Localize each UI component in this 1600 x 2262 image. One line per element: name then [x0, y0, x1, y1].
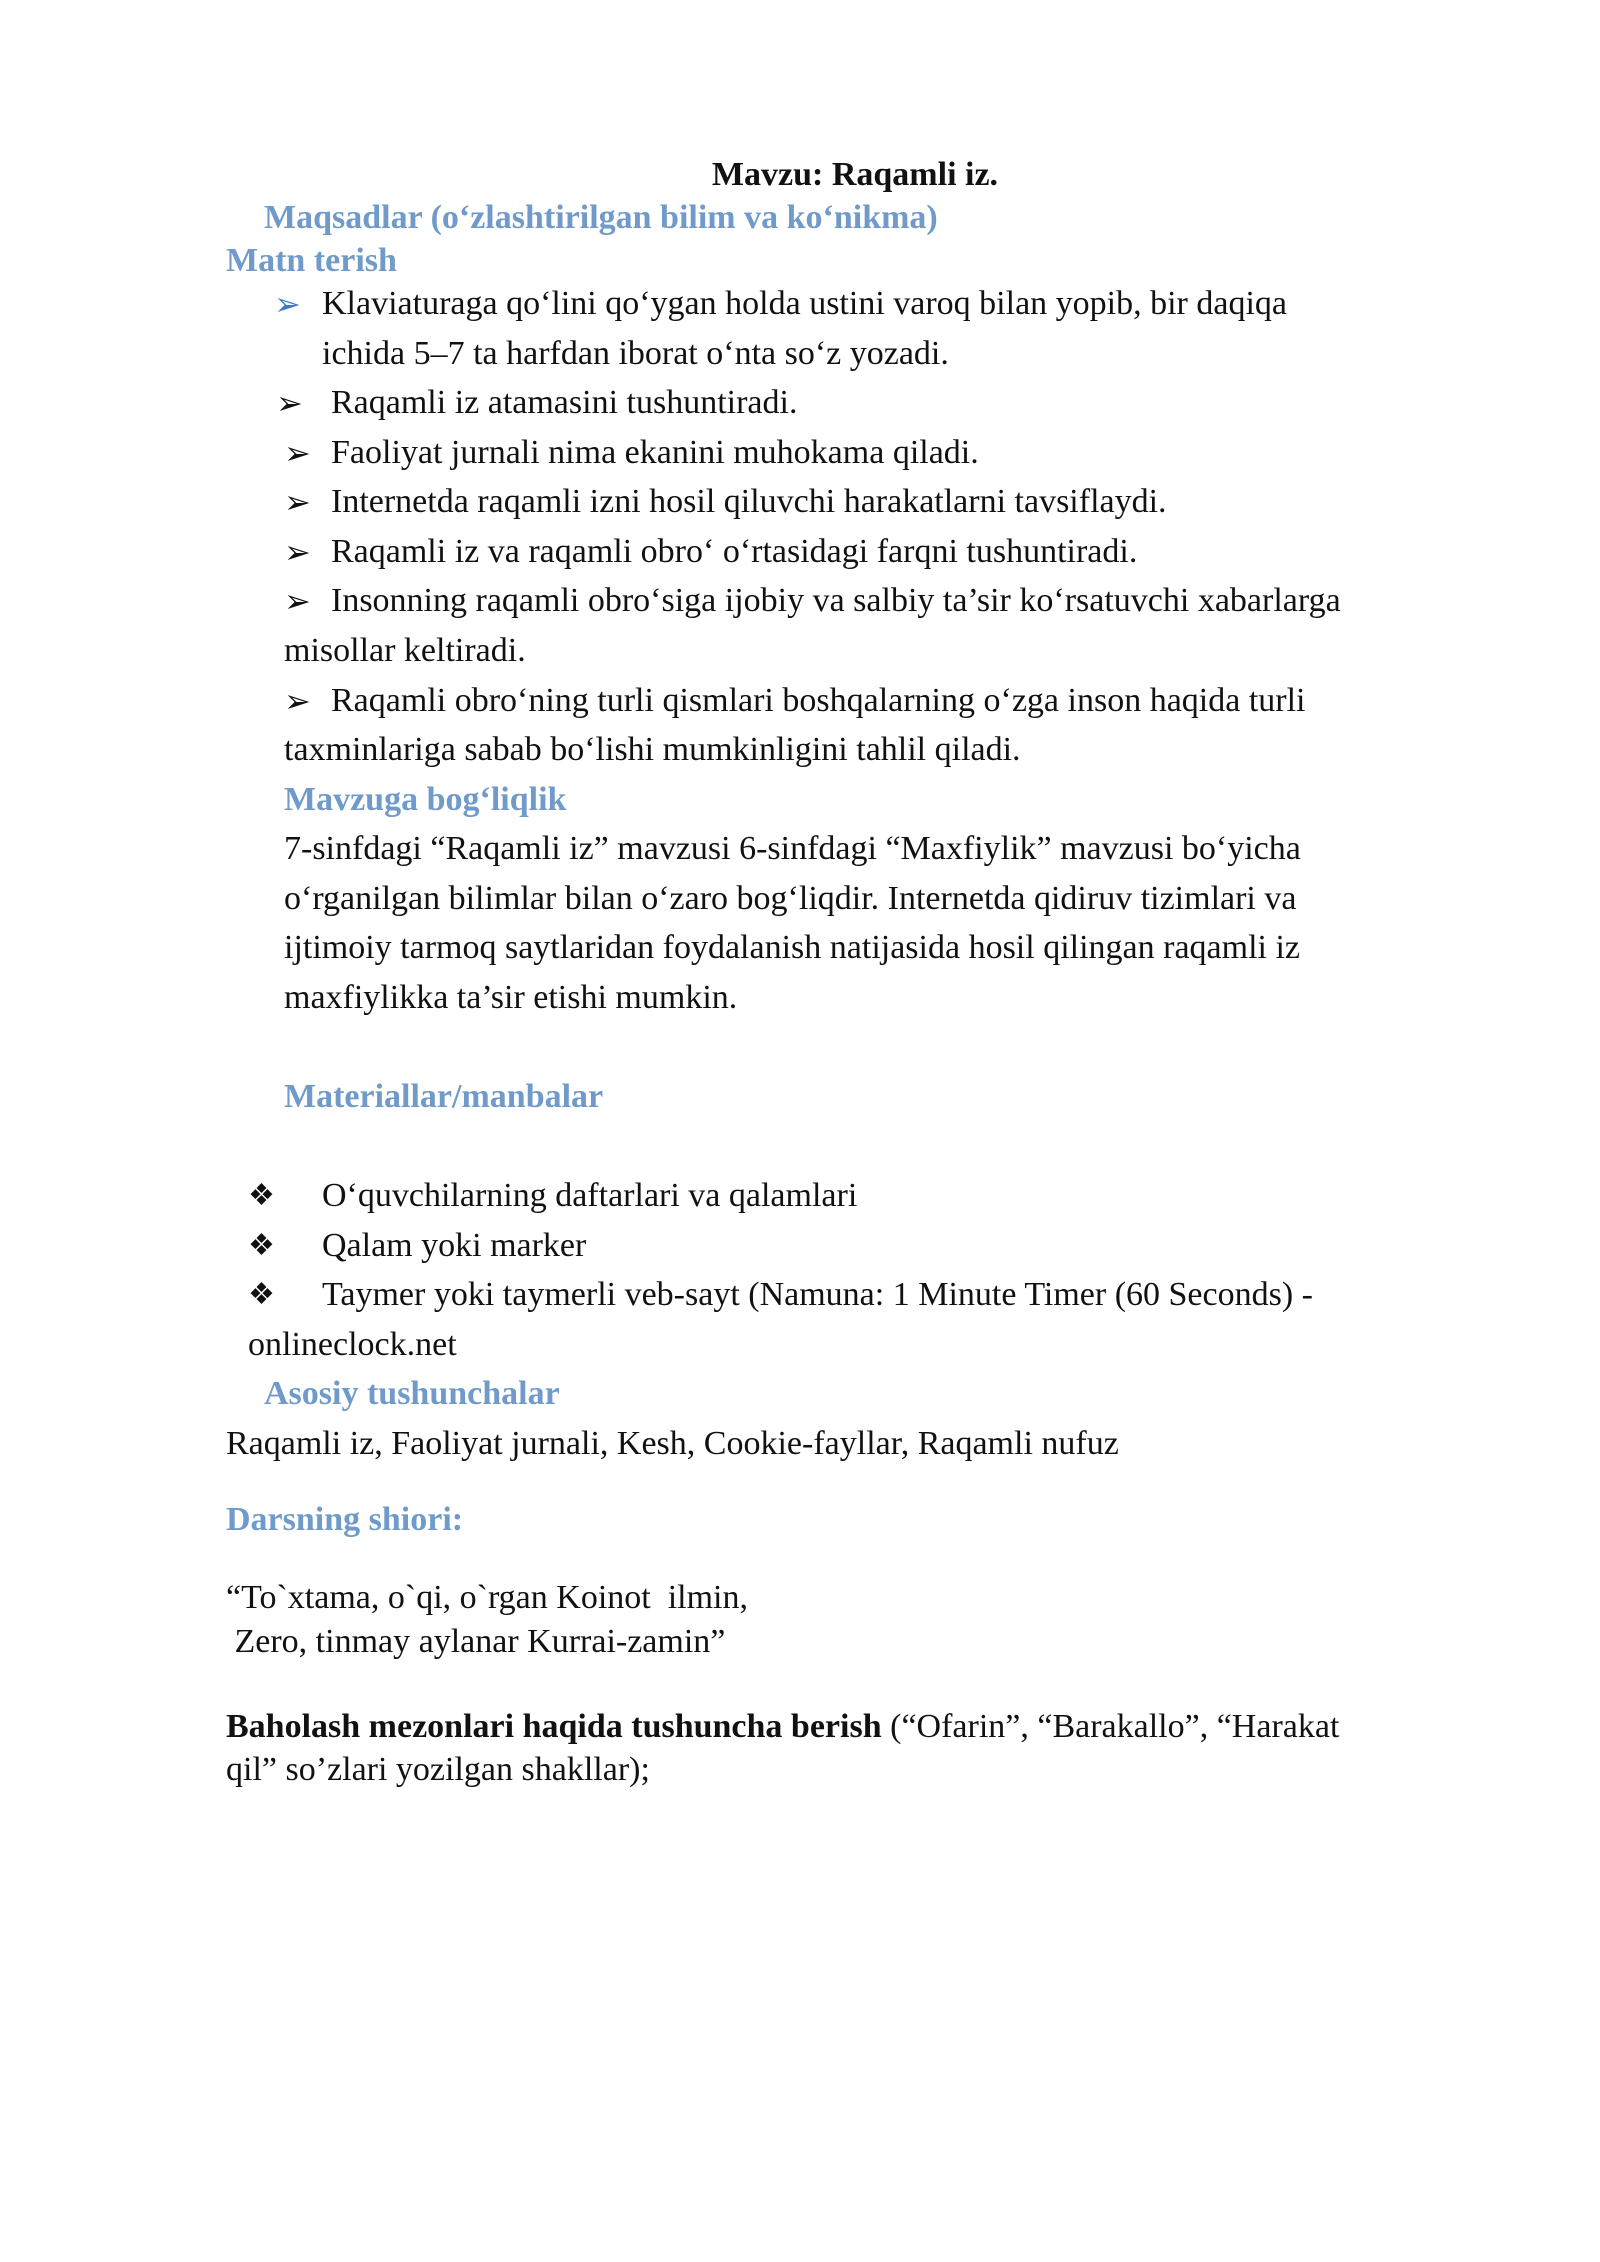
goal-item-line: Raqamli iz va raqamli obro‘ o‘rtasidagi farqni tushuntiradi.	[331, 533, 1138, 570]
arrow-bullet-icon: ➢	[276, 385, 303, 421]
arrow-bullet-icon: ➢	[284, 683, 311, 719]
motto-line: “To`xtama, o`qi, o`rgan Koinot ilmin,	[226, 1579, 749, 1616]
connection-line: o‘rganilgan bilimlar bilan o‘zaro bog‘liqdir. Internetda qidiruv tizimlari va	[284, 880, 1297, 917]
arrow-bullet-icon: ➢	[284, 583, 311, 619]
goal-item-line: Klaviaturaga qo‘lini qo‘ygan holda ustini varoq bilan yopib, bir daqiqa	[322, 285, 1287, 322]
assessment-rest-text: (“Ofarin”, “Barakallo”, “Harakat	[881, 1708, 1340, 1745]
connection-line: 7-sinfdagi “Raqamli iz” mavzusi 6-sinfdagi “Maxfiylik” mavzusi bo‘yicha	[284, 830, 1301, 867]
material-item-line: O‘quvchilarning daftarlari va qalamlari	[322, 1177, 858, 1214]
goals-heading: Maqsadlar (o‘zlashtirilgan bilim va ko‘nikma)	[264, 199, 938, 236]
connection-heading: Mavzuga bog‘liqlik	[284, 781, 567, 818]
material-item-line: Taymer yoki taymerli veb-sayt (Namuna: 1 Minute Timer (60 Seconds) -	[322, 1276, 1313, 1313]
assessment-line-2: qil” so’zlari yozilgan shakllar);	[226, 1751, 650, 1788]
diamond-bullet-icon: ❖	[248, 1179, 275, 1212]
material-item-line: Qalam yoki marker	[322, 1227, 587, 1264]
concepts-heading: Asosiy tushunchalar	[264, 1375, 560, 1412]
goal-item-line: misollar keltiradi.	[284, 632, 526, 669]
goal-item-line: Faoliyat jurnali nima ekanini muhokama qiladi.	[331, 434, 979, 471]
typing-heading: Matn terish	[226, 242, 397, 279]
goal-item-line: Insonning raqamli obro‘siga ijobiy va salbiy ta’sir ko‘rsatuvchi xabarlarga	[331, 582, 1341, 619]
page-title: Mavzu: Raqamli iz.	[711, 156, 999, 193]
arrow-bullet-icon: ➢	[284, 534, 311, 570]
materials-heading: Materiallar/manbalar	[284, 1078, 604, 1115]
concepts-text: Raqamli iz, Faoliyat jurnali, Kesh, Cookie-fayllar, Raqamli nufuz	[226, 1425, 1119, 1462]
arrow-bullet-icon: ➢	[284, 484, 311, 520]
goal-item-line: Raqamli obro‘ning turli qismlari boshqalarning o‘zga inson haqida turli	[331, 682, 1306, 719]
goal-item-line: ichida 5–7 ta harfdan iborat o‘nta so‘z yozadi.	[322, 335, 949, 372]
arrow-bullet-icon: ➢	[274, 286, 301, 322]
connection-line: maxfiylikka ta’sir etishi mumkin.	[284, 979, 738, 1016]
motto-heading: Darsning shiori:	[226, 1501, 464, 1538]
assessment-bold-text: Baholash mezonlari haqida tushuncha berish	[226, 1708, 882, 1745]
diamond-bullet-icon: ❖	[248, 1229, 275, 1262]
motto-line: Zero, tinmay aylanar Kurrai-zamin”	[226, 1623, 726, 1660]
goal-item-line: Raqamli iz atamasini tushuntiradi.	[331, 384, 798, 421]
connection-line: ijtimoiy tarmoq saytlaridan foydalanish natijasida hosil qilingan raqamli iz	[284, 929, 1300, 966]
material-item-line: onlineclock.net	[248, 1326, 457, 1363]
goal-item-line: taxminlariga sabab bo‘lishi mumkinligini tahlil qiladi.	[284, 731, 1021, 768]
arrow-bullet-icon: ➢	[284, 435, 311, 471]
goal-item-line: Internetda raqamli izni hosil qiluvchi harakatlarni tavsiflaydi.	[331, 483, 1167, 520]
diamond-bullet-icon: ❖	[248, 1278, 275, 1311]
